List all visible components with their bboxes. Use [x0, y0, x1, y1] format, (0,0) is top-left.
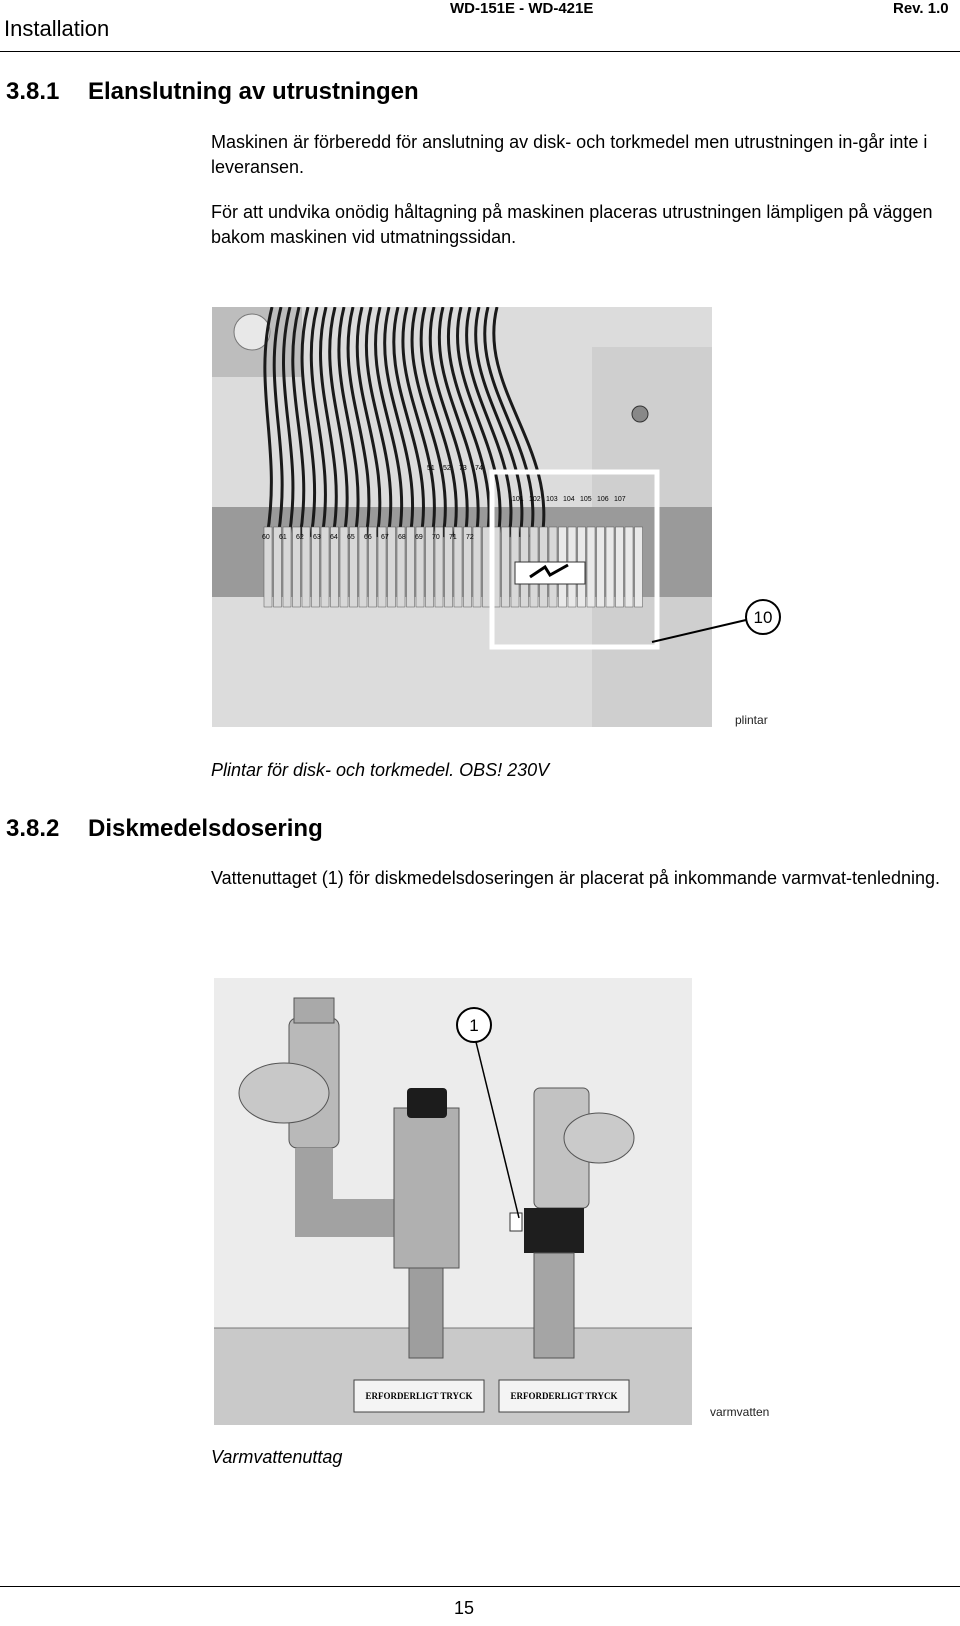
terminal-number: 68	[398, 534, 406, 541]
section-number: 3.8.2	[6, 815, 60, 842]
terminal	[407, 527, 415, 607]
terminal	[635, 527, 643, 607]
terminal	[625, 527, 633, 607]
terminal-number: 105	[580, 496, 592, 503]
terminal-number: 62	[296, 534, 304, 541]
terminal-number: 71	[449, 534, 457, 541]
figure-caption: Plintar för disk- och torkmedel. OBS! 230V	[211, 760, 550, 780]
callout-number: 1	[469, 1016, 479, 1035]
terminal	[606, 527, 614, 607]
terminal-number: 61	[279, 534, 287, 541]
hot-water-outlet-photo	[214, 978, 692, 1425]
terminal-number: 63	[313, 534, 321, 541]
header-divider	[0, 51, 960, 52]
section-heading-elanslutning	[6, 78, 419, 106]
terminal-number: 73	[459, 465, 467, 472]
figure-label: plintar	[735, 713, 768, 727]
plate-text: ERFORDERLIGT TRYCK	[510, 1391, 618, 1401]
header-revision: Rev. 1.0	[893, 0, 949, 17]
callout-leader-10	[650, 590, 790, 650]
terminal-number: 107	[614, 496, 626, 503]
terminal	[616, 527, 624, 607]
paragraph: Vattenuttaget (1) för diskmedelsdoseringen är placerat på inkommande varmvat-tenledning.	[211, 868, 941, 888]
terminal-number: 101	[512, 496, 524, 503]
header-section-title: Installation	[4, 16, 110, 41]
section-title: Elanslutning av utrustningen	[88, 78, 419, 105]
section-heading-diskmedelsdosering	[6, 815, 323, 843]
callout-number: 10	[753, 608, 773, 627]
terminal-number: 60	[262, 534, 270, 541]
terminal-block-illustration	[212, 307, 712, 727]
terminal-number: 52	[443, 465, 451, 472]
section-title: Diskmedelsdosering	[88, 815, 323, 842]
section-number: 3.8.1	[6, 78, 60, 105]
figure-caption: Varmvattenuttag	[211, 1447, 343, 1467]
header-model-range: WD-151E - WD-421E	[450, 0, 594, 17]
terminal-block-photo	[212, 307, 712, 727]
terminal-number: 103	[546, 496, 558, 503]
terminal-number: 65	[347, 534, 355, 541]
terminal-number: 106	[597, 496, 609, 503]
terminal	[597, 527, 605, 607]
footer-divider	[0, 1586, 960, 1587]
terminal-number: 66	[364, 534, 372, 541]
terminal	[483, 527, 491, 607]
page-number: 15	[454, 1598, 475, 1618]
terminal-number: 51	[427, 465, 435, 472]
terminal-number: 104	[563, 496, 575, 503]
terminal-number: 72	[466, 534, 474, 541]
terminal	[473, 527, 481, 607]
terminal	[321, 527, 329, 607]
paragraph: Maskinen är förberedd för anslutning av disk- och torkmedel men utrustningen in-går inte i leveransen.	[211, 132, 928, 177]
figure-label: varmvatten	[710, 1405, 770, 1419]
plate-text: ERFORDERLIGT TRYCK	[365, 1391, 473, 1401]
valve-illustration	[214, 978, 692, 1425]
terminal	[587, 527, 595, 607]
terminal-number: 69	[415, 534, 423, 541]
terminal-number: 64	[330, 534, 338, 541]
terminal-number: 74	[475, 465, 483, 472]
paragraph: För att undvika onödig håltagning på maskinen placeras utrustningen lämpligen på väggen bakom maskinen vid utmatningssidan.	[211, 202, 933, 247]
terminal	[502, 527, 510, 607]
terminal-number: 102	[529, 496, 541, 503]
terminal-number: 67	[381, 534, 389, 541]
terminal-number: 70	[432, 534, 440, 541]
